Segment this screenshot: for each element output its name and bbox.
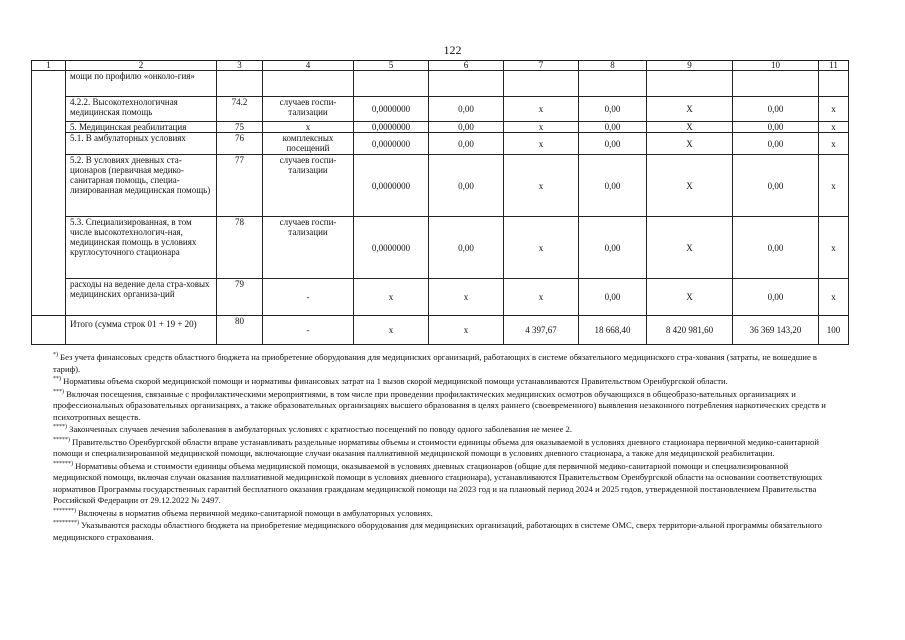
cell-value: 8 420 981,60 bbox=[647, 316, 733, 345]
footnote bbox=[53, 389, 836, 424]
cell-value: 0,0000000 bbox=[354, 133, 429, 155]
column-number: 5 bbox=[354, 61, 429, 71]
normatives-table bbox=[31, 60, 849, 345]
cell-value: X bbox=[647, 217, 733, 279]
page-number: 122 bbox=[443, 43, 462, 57]
footnote-text: Без учета финансовых средств областного бюджета на приобретение оборудования для медицинских организаций, работающих в системе обязательного медицинского стра-хования (затраты, не вошедшие в тариф). bbox=[53, 352, 817, 374]
cell-value: 0,00 bbox=[429, 133, 504, 155]
row-code: 80 bbox=[217, 316, 263, 345]
table-row bbox=[32, 71, 849, 97]
row-code: 79 bbox=[217, 279, 263, 316]
footnote-mark: ********) bbox=[53, 520, 79, 526]
footnote bbox=[53, 437, 836, 460]
row-unit: x bbox=[263, 122, 354, 133]
cell-value: 0,00 bbox=[733, 122, 819, 133]
cell-value bbox=[819, 71, 849, 97]
cell-value: x bbox=[429, 316, 504, 345]
cell-value bbox=[647, 71, 733, 97]
footnote-text: Нормативы объема и стоимости единицы объема медицинской помощи, оказываемой в условиях дневных стационаров (общие для первичной медико-санитарной помощи и специализированной медицинской помощи, включая случаи оказания паллиативной медицинской помощи в условиях дневного стационара), устанавливаются Правительством Оренбургской области на основании соответствующих нормативов Программы государственных гарантий бесплатного оказания гражданам медицинской помощи на 2023 год и на плановый период 2024 и 2025 годов, утвержденной постановлением Правительства Российской Федерации от 29.12.2022 № 2497. bbox=[53, 460, 823, 505]
cell-value bbox=[733, 71, 819, 97]
cell-value: 0,00 bbox=[429, 97, 504, 122]
cell-value: 0,00 bbox=[579, 279, 647, 316]
row-code: 74.2 bbox=[217, 97, 263, 122]
column-number-row bbox=[32, 61, 849, 71]
footnote bbox=[53, 376, 836, 388]
row-name: мощи по профилю «онколо-гия» bbox=[66, 71, 217, 97]
row-name: 5.1. В амбулаторных условиях bbox=[66, 133, 217, 155]
column-number: 2 bbox=[66, 61, 217, 71]
row-name: 5.3. Специализированная, в том числе высокотехнологич-ная, медицинская помощь в условиях круглосуточного стационара bbox=[66, 217, 217, 279]
cell-value: X bbox=[647, 279, 733, 316]
total-row bbox=[32, 316, 849, 345]
footnote bbox=[53, 520, 836, 543]
column-number: 4 bbox=[263, 61, 354, 71]
cell-value: 0,00 bbox=[429, 155, 504, 217]
blank-cell bbox=[32, 71, 66, 316]
column-number: 11 bbox=[819, 61, 849, 71]
cell-value: x bbox=[429, 279, 504, 316]
row-code: 78 bbox=[217, 217, 263, 279]
footnote bbox=[53, 352, 836, 375]
cell-value: 0,0000000 bbox=[354, 155, 429, 217]
row-name: 5. Медицинская реабилитация bbox=[66, 122, 217, 133]
blank-cell bbox=[32, 316, 66, 345]
cell-value: x bbox=[504, 217, 579, 279]
cell-value: 0,00 bbox=[733, 217, 819, 279]
row-unit: - bbox=[263, 279, 354, 316]
footnotes bbox=[53, 352, 836, 544]
row-name: 4.2.2. Высокотехнологичная медицинская помощь bbox=[66, 97, 217, 122]
footnote-mark: ******) bbox=[53, 460, 73, 467]
footnote-text: Включая посещения, связанные с профилактическими мероприятиями, в том числе при проведении профилактических медицинских осмотров обучающихся в общеобразо-вательных организациях и профессиональных образовательных организациях, а также образовательных организациях высшего образования в целях раннего (своевременного) выявления незаконного потребления наркотических средств и психотропных веществ. bbox=[53, 388, 826, 422]
cell-value: x bbox=[819, 217, 849, 279]
table-row bbox=[32, 97, 849, 122]
row-unit: комплексных посещений bbox=[263, 133, 354, 155]
cell-value: x bbox=[504, 279, 579, 316]
cell-value: x bbox=[504, 133, 579, 155]
footnote-mark: *******) bbox=[53, 507, 76, 514]
footnote-mark: ***) bbox=[53, 388, 64, 395]
row-unit bbox=[263, 71, 354, 97]
cell-value: 0,00 bbox=[579, 155, 647, 217]
cell-value: x bbox=[504, 155, 579, 217]
cell-value: x bbox=[819, 133, 849, 155]
column-number: 7 bbox=[504, 61, 579, 71]
cell-value: x bbox=[504, 97, 579, 122]
table-row bbox=[32, 155, 849, 217]
cell-value: X bbox=[647, 155, 733, 217]
cell-value: x bbox=[354, 316, 429, 345]
table-row bbox=[32, 279, 849, 316]
footnote-mark: **) bbox=[53, 376, 61, 382]
column-number: 1 bbox=[32, 61, 66, 71]
table-row bbox=[32, 133, 849, 155]
footnote-text: Включены в норматив объема первичной медико-санитарной помощи в амбулаторных условиях. bbox=[76, 507, 433, 518]
table-row bbox=[32, 217, 849, 279]
row-code: 75 bbox=[217, 122, 263, 133]
row-code: 76 bbox=[217, 133, 263, 155]
cell-value: X bbox=[647, 122, 733, 133]
column-number: 6 bbox=[429, 61, 504, 71]
cell-value: 36 369 143,20 bbox=[733, 316, 819, 345]
row-unit: - bbox=[263, 316, 354, 345]
cell-value bbox=[354, 71, 429, 97]
footnote-text: Нормативы объема скорой медицинской помощи и нормативы финансовых затрат на 1 вызов скорой медицинской помощи устанавливаются Правительством Оренбургской области. bbox=[61, 376, 728, 386]
table-row bbox=[32, 122, 849, 133]
row-unit: случаев госпи-тализации bbox=[263, 217, 354, 279]
cell-value: x bbox=[819, 122, 849, 133]
footnote-text: Законченных случаев лечения заболевания в амбулаторных условиях с кратностью посещений по поводу одного заболевания не менее 2. bbox=[67, 424, 572, 434]
cell-value: 0,00 bbox=[579, 122, 647, 133]
cell-value: 0,00 bbox=[733, 97, 819, 122]
cell-value: 0,0000000 bbox=[354, 122, 429, 133]
cell-value: X bbox=[647, 133, 733, 155]
row-name: 5.2. В условиях дневных ста-ционаров (первичная медико-санитарная помощь, специа-лизированная медицинская помощь) bbox=[66, 155, 217, 217]
footnote-text: Правительство Оренбургской области вправе устанавливать раздельные нормативы объемы и стоимости единицы объема для оказываемой в условиях дневного стационара первичной медико-санитарной помощи и специализированной медицинской помощи, включающие случаи оказания паллиативной медицинской помощи в условиях дневного стационара, а также для медицинской реабилитации. bbox=[53, 436, 819, 458]
cell-value: x bbox=[504, 122, 579, 133]
row-name: расходы на ведение дела стра-ховых медицинских организа-ций bbox=[66, 279, 217, 316]
row-name: Итого (сумма строк 01 + 19 + 20) bbox=[66, 316, 217, 345]
row-code: 77 bbox=[217, 155, 263, 217]
cell-value: 100 bbox=[819, 316, 849, 345]
cell-value bbox=[504, 71, 579, 97]
column-number: 10 bbox=[733, 61, 819, 71]
cell-value: 0,00 bbox=[733, 133, 819, 155]
cell-value: 0,0000000 bbox=[354, 97, 429, 122]
column-number: 3 bbox=[217, 61, 263, 71]
row-unit: случаев госпи-тализации bbox=[263, 155, 354, 217]
cell-value: x bbox=[819, 97, 849, 122]
cell-value: 4 397,67 bbox=[504, 316, 579, 345]
cell-value: 0,00 bbox=[579, 217, 647, 279]
cell-value: x bbox=[819, 279, 849, 316]
cell-value bbox=[579, 71, 647, 97]
column-number: 9 bbox=[647, 61, 733, 71]
cell-value: 0,00 bbox=[429, 122, 504, 133]
footnote-mark: *****) bbox=[53, 436, 70, 443]
footnote-text: Указываются расходы областного бюджета на приобретение медицинского оборудования для медицинских организаций, работающих в системе ОМС, сверх территори-альной программы обязательного медицинского страхования. bbox=[53, 520, 822, 542]
cell-value: 18 668,40 bbox=[579, 316, 647, 345]
footnote bbox=[53, 461, 836, 507]
footnote bbox=[53, 508, 836, 520]
cell-value bbox=[429, 71, 504, 97]
cell-value: 0,00 bbox=[579, 133, 647, 155]
cell-value: X bbox=[647, 97, 733, 122]
row-code bbox=[217, 71, 263, 97]
cell-value: 0,0000000 bbox=[354, 217, 429, 279]
cell-value: x bbox=[354, 279, 429, 316]
cell-value: 0,00 bbox=[429, 217, 504, 279]
footnote-mark: *) bbox=[53, 352, 58, 358]
cell-value: 0,00 bbox=[579, 97, 647, 122]
cell-value: 0,00 bbox=[733, 279, 819, 316]
cell-value: 0,00 bbox=[733, 155, 819, 217]
cell-value: x bbox=[819, 155, 849, 217]
row-unit: случаев госпи-тализации bbox=[263, 97, 354, 122]
footnote bbox=[53, 424, 836, 436]
footnote-mark: ****) bbox=[53, 424, 67, 430]
column-number: 8 bbox=[579, 61, 647, 71]
